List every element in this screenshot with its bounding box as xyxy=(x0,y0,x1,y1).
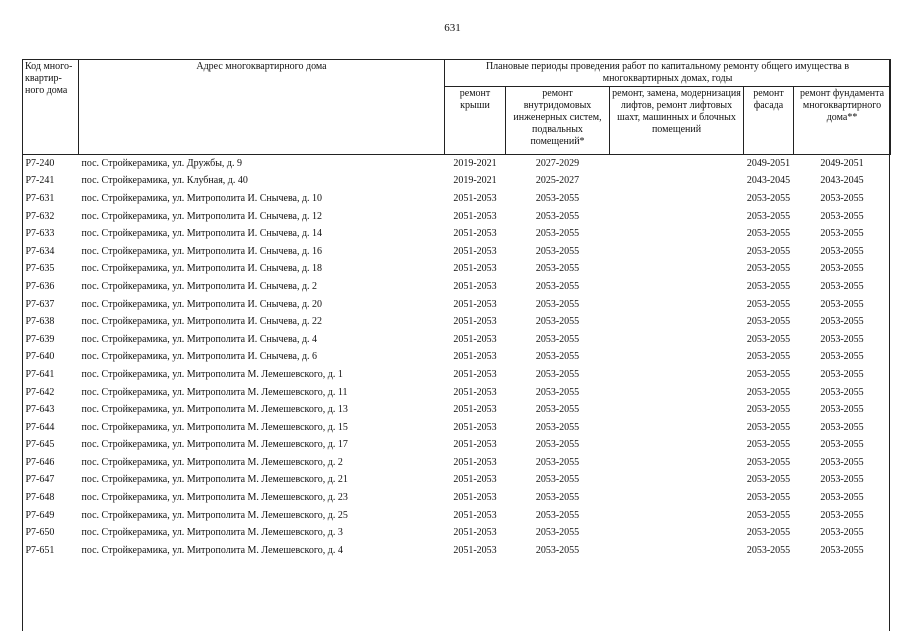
cell-facade: 2053-2055 xyxy=(746,474,791,486)
cell-lifts xyxy=(610,261,744,279)
cell-foundation: 2053-2055 xyxy=(820,263,864,275)
cell-address: пос. Стройкерамика, ул. Дружбы, д. 9 xyxy=(81,157,243,169)
table-row xyxy=(23,454,891,472)
cell-code: Р7-651 xyxy=(25,544,55,556)
cell-lifts xyxy=(610,155,744,173)
cell-address: пос. Стройкерамика, ул. Митрополита М. Лемешевского, д. 3 xyxy=(81,527,343,539)
table-body xyxy=(23,155,891,560)
cell-roof: 2051-2053 xyxy=(453,298,497,310)
cell-engineering: 2053-2055 xyxy=(535,245,580,257)
repair-schedule-table xyxy=(22,59,891,560)
cell-foundation: 2053-2055 xyxy=(820,316,864,328)
cell-facade: 2053-2055 xyxy=(746,228,791,240)
cell-lifts xyxy=(610,296,744,314)
cell-facade: 2053-2055 xyxy=(746,386,791,398)
table-row xyxy=(23,384,891,402)
cell-engineering: 2053-2055 xyxy=(535,544,580,556)
cell-lifts xyxy=(610,437,744,455)
table-row xyxy=(23,278,891,296)
cell-roof: 2051-2053 xyxy=(453,509,497,521)
table-row xyxy=(23,173,891,191)
cell-roof: 2051-2053 xyxy=(453,351,497,363)
cell-foundation: 2053-2055 xyxy=(820,228,864,240)
cell-lifts xyxy=(610,366,744,384)
cell-code: Р7-631 xyxy=(25,192,55,204)
cell-roof: 2051-2053 xyxy=(453,492,497,504)
cell-code: Р7-636 xyxy=(25,280,55,292)
cell-lifts xyxy=(610,507,744,525)
cell-address: пос. Стройкерамика, ул. Митрополита М. Лемешевского, д. 23 xyxy=(81,492,348,504)
cell-address: пос. Стройкерамика, ул. Митрополита М. Лемешевского, д. 11 xyxy=(81,386,348,398)
cell-roof: 2051-2053 xyxy=(453,245,497,257)
cell-engineering: 2053-2055 xyxy=(535,492,580,504)
cell-code: Р7-644 xyxy=(25,421,55,433)
cell-address: пос. Стройкерамика, ул. Митрополита М. Лемешевского, д. 4 xyxy=(81,544,343,556)
cell-lifts xyxy=(610,349,744,367)
cell-lifts xyxy=(610,454,744,472)
cell-code: Р7-240 xyxy=(25,157,55,169)
cell-foundation: 2053-2055 xyxy=(820,210,864,222)
cell-facade: 2053-2055 xyxy=(746,527,791,539)
cell-lifts xyxy=(610,225,744,243)
cell-roof: 2051-2053 xyxy=(453,192,497,204)
cell-engineering: 2053-2055 xyxy=(535,509,580,521)
cell-lifts xyxy=(610,542,744,560)
header-engineering: ремонт внутридомовых инженерных систем, подвальных помещений* xyxy=(506,87,610,155)
cell-facade: 2049-2051 xyxy=(746,157,791,169)
cell-lifts xyxy=(610,190,744,208)
page-number: 631 xyxy=(444,22,461,34)
cell-roof: 2051-2053 xyxy=(453,439,497,451)
cell-engineering: 2053-2055 xyxy=(535,474,580,486)
cell-code: Р7-632 xyxy=(25,210,55,222)
cell-code: Р7-641 xyxy=(25,368,55,380)
cell-facade: 2053-2055 xyxy=(746,192,791,204)
cell-address: пос. Стройкерамика, ул. Митрополита М. Лемешевского, д. 2 xyxy=(81,456,343,468)
header-roof: ремонт крыши xyxy=(445,87,506,155)
cell-lifts xyxy=(610,489,744,507)
repair-schedule-table-wrap xyxy=(22,59,890,560)
cell-facade: 2053-2055 xyxy=(746,456,791,468)
cell-lifts xyxy=(610,472,744,490)
cell-roof: 2051-2053 xyxy=(453,368,497,380)
cell-lifts xyxy=(610,419,744,437)
cell-facade: 2053-2055 xyxy=(746,245,791,257)
cell-code: Р7-649 xyxy=(25,509,55,521)
cell-facade: 2053-2055 xyxy=(746,333,791,345)
cell-facade: 2053-2055 xyxy=(746,439,791,451)
cell-engineering: 2053-2055 xyxy=(535,210,580,222)
cell-foundation: 2053-2055 xyxy=(820,192,864,204)
cell-foundation: 2053-2055 xyxy=(820,298,864,310)
cell-facade: 2053-2055 xyxy=(746,404,791,416)
cell-address: пос. Стройкерамика, ул. Митрополита И. Снычева, д. 20 xyxy=(81,298,323,310)
cell-address: пос. Стройкерамика, ул. Митрополита И. Снычева, д. 18 xyxy=(81,263,323,275)
cell-engineering: 2053-2055 xyxy=(535,439,580,451)
cell-foundation: 2053-2055 xyxy=(820,421,864,433)
cell-engineering: 2053-2055 xyxy=(535,192,580,204)
cell-address: пос. Стройкерамика, ул. Митрополита М. Лемешевского, д. 15 xyxy=(81,421,348,433)
cell-address: пос. Стройкерамика, ул. Митрополита И. Снычева, д. 2 xyxy=(81,280,318,292)
cell-code: Р7-640 xyxy=(25,351,55,363)
table-row xyxy=(23,542,891,560)
cell-code: Р7-650 xyxy=(25,527,55,539)
cell-roof: 2051-2053 xyxy=(453,316,497,328)
cell-roof: 2019-2021 xyxy=(453,175,497,187)
cell-lifts xyxy=(610,524,744,542)
cell-engineering: 2053-2055 xyxy=(535,386,580,398)
cell-engineering: 2053-2055 xyxy=(535,298,580,310)
cell-facade: 2053-2055 xyxy=(746,351,791,363)
cell-facade: 2053-2055 xyxy=(746,316,791,328)
cell-engineering: 2053-2055 xyxy=(535,368,580,380)
cell-lifts xyxy=(610,384,744,402)
cell-facade: 2053-2055 xyxy=(746,421,791,433)
cell-engineering: 2053-2055 xyxy=(535,456,580,468)
table-row xyxy=(23,401,891,419)
cell-address: пос. Стройкерамика, ул. Митрополита М. Лемешевского, д. 21 xyxy=(81,474,348,486)
cell-address: пос. Стройкерамика, ул. Митрополита И. Снычева, д. 4 xyxy=(81,333,318,345)
cell-address: пос. Стройкерамика, ул. Митрополита И. Снычева, д. 6 xyxy=(81,351,318,363)
table-header xyxy=(23,60,891,155)
cell-address: пос. Стройкерамика, ул. Митрополита М. Лемешевского, д. 25 xyxy=(81,509,348,521)
header-address: Адрес многоквартирного дома xyxy=(79,60,445,155)
cell-roof: 2051-2053 xyxy=(453,280,497,292)
cell-foundation: 2053-2055 xyxy=(820,456,864,468)
cell-engineering: 2053-2055 xyxy=(535,404,580,416)
cell-foundation: 2053-2055 xyxy=(820,280,864,292)
cell-foundation: 2053-2055 xyxy=(820,439,864,451)
table-row xyxy=(23,489,891,507)
cell-foundation: 2053-2055 xyxy=(820,527,864,539)
cell-engineering: 2053-2055 xyxy=(535,316,580,328)
cell-code: Р7-647 xyxy=(25,474,55,486)
cell-lifts xyxy=(610,173,744,191)
table-row xyxy=(23,331,891,349)
cell-roof: 2051-2053 xyxy=(453,210,497,222)
cell-roof: 2051-2053 xyxy=(453,228,497,240)
table-row xyxy=(23,261,891,279)
table-row xyxy=(23,208,891,226)
cell-foundation: 2053-2055 xyxy=(820,245,864,257)
cell-code: Р7-638 xyxy=(25,316,55,328)
cell-roof: 2051-2053 xyxy=(453,421,497,433)
cell-engineering: 2053-2055 xyxy=(535,228,580,240)
table-row xyxy=(23,243,891,261)
cell-facade: 2053-2055 xyxy=(746,280,791,292)
cell-foundation: 2053-2055 xyxy=(820,404,864,416)
cell-address: пос. Стройкерамика, ул. Митрополита И. Снычева, д. 12 xyxy=(81,210,323,222)
cell-engineering: 2053-2055 xyxy=(535,333,580,345)
cell-foundation: 2053-2055 xyxy=(820,333,864,345)
cell-foundation: 2053-2055 xyxy=(820,351,864,363)
cell-lifts xyxy=(610,401,744,419)
header-lifts: ремонт, замена, модернизация лифтов, ремонт лифтовых шахт, машинных и блочных помещений xyxy=(610,87,744,155)
cell-address: пос. Стройкерамика, ул. Клубная, д. 40 xyxy=(81,175,248,187)
cell-facade: 2053-2055 xyxy=(746,509,791,521)
table-row xyxy=(23,524,891,542)
cell-lifts xyxy=(610,331,744,349)
cell-code: Р7-633 xyxy=(25,228,55,240)
cell-foundation: 2049-2051 xyxy=(820,157,864,169)
cell-lifts xyxy=(610,208,744,226)
cell-code: Р7-648 xyxy=(25,492,55,504)
cell-roof: 2051-2053 xyxy=(453,544,497,556)
cell-code: Р7-639 xyxy=(25,333,55,345)
cell-address: пос. Стройкерамика, ул. Митрополита М. Лемешевского, д. 1 xyxy=(81,368,343,380)
cell-foundation: 2053-2055 xyxy=(820,509,864,521)
cell-facade: 2053-2055 xyxy=(746,263,791,275)
cell-code: Р7-646 xyxy=(25,456,55,468)
cell-foundation: 2053-2055 xyxy=(820,474,864,486)
cell-engineering: 2025-2027 xyxy=(535,175,580,187)
cell-foundation: 2053-2055 xyxy=(820,368,864,380)
cell-facade: 2053-2055 xyxy=(746,492,791,504)
cell-roof: 2051-2053 xyxy=(453,474,497,486)
table-row xyxy=(23,437,891,455)
cell-roof: 2051-2053 xyxy=(453,527,497,539)
cell-address: пос. Стройкерамика, ул. Митрополита И. Снычева, д. 16 xyxy=(81,245,323,257)
cell-address: пос. Стройкерамика, ул. Митрополита М. Лемешевского, д. 13 xyxy=(81,404,348,416)
cell-roof: 2051-2053 xyxy=(453,333,497,345)
cell-roof: 2051-2053 xyxy=(453,456,497,468)
cell-foundation: 2043-2045 xyxy=(820,175,864,187)
table-row xyxy=(23,507,891,525)
cell-facade: 2053-2055 xyxy=(746,298,791,310)
table-row xyxy=(23,225,891,243)
table-row xyxy=(23,419,891,437)
cell-facade: 2043-2045 xyxy=(746,175,791,187)
cell-engineering: 2053-2055 xyxy=(535,280,580,292)
cell-code: Р7-634 xyxy=(25,245,55,257)
cell-engineering: 2053-2055 xyxy=(535,421,580,433)
cell-code: Р7-635 xyxy=(25,263,55,275)
cell-code: Р7-637 xyxy=(25,298,55,310)
table-row xyxy=(23,155,891,173)
cell-code: Р7-241 xyxy=(25,175,55,187)
cell-roof: 2051-2053 xyxy=(453,263,497,275)
cell-roof: 2051-2053 xyxy=(453,404,497,416)
cell-facade: 2053-2055 xyxy=(746,368,791,380)
cell-address: пос. Стройкерамика, ул. Митрополита М. Лемешевского, д. 17 xyxy=(81,439,348,451)
cell-lifts xyxy=(610,243,744,261)
cell-address: пос. Стройкерамика, ул. Митрополита И. Снычева, д. 10 xyxy=(81,192,323,204)
cell-address: пос. Стройкерамика, ул. Митрополита И. Снычева, д. 22 xyxy=(81,316,323,328)
cell-engineering: 2027-2029 xyxy=(535,157,580,169)
table-row xyxy=(23,349,891,367)
cell-code: Р7-645 xyxy=(25,439,55,451)
cell-foundation: 2053-2055 xyxy=(820,544,864,556)
header-code: Код много-квартир-ного дома xyxy=(23,60,79,155)
header-foundation: ремонт фундамента многоквартирного дома** xyxy=(794,87,891,155)
cell-facade: 2053-2055 xyxy=(746,210,791,222)
table-row xyxy=(23,313,891,331)
header-facade: ремонт фасада xyxy=(744,87,794,155)
cell-lifts xyxy=(610,278,744,296)
table-row xyxy=(23,366,891,384)
cell-engineering: 2053-2055 xyxy=(535,351,580,363)
cell-code: Р7-642 xyxy=(25,386,55,398)
cell-lifts xyxy=(610,313,744,331)
cell-roof: 2019-2021 xyxy=(453,157,497,169)
table-row xyxy=(23,296,891,314)
cell-engineering: 2053-2055 xyxy=(535,263,580,275)
cell-foundation: 2053-2055 xyxy=(820,492,864,504)
cell-address: пос. Стройкерамика, ул. Митрополита И. Снычева, д. 14 xyxy=(81,228,323,240)
cell-code: Р7-643 xyxy=(25,404,55,416)
cell-engineering: 2053-2055 xyxy=(535,527,580,539)
cell-roof: 2051-2053 xyxy=(453,386,497,398)
cell-facade: 2053-2055 xyxy=(746,544,791,556)
cell-foundation: 2053-2055 xyxy=(820,386,864,398)
table-row xyxy=(23,472,891,490)
header-periods: Плановые периоды проведения работ по капитальному ремонту общего имущества в многоквартирных домах, годы xyxy=(445,60,891,87)
table-row xyxy=(23,190,891,208)
